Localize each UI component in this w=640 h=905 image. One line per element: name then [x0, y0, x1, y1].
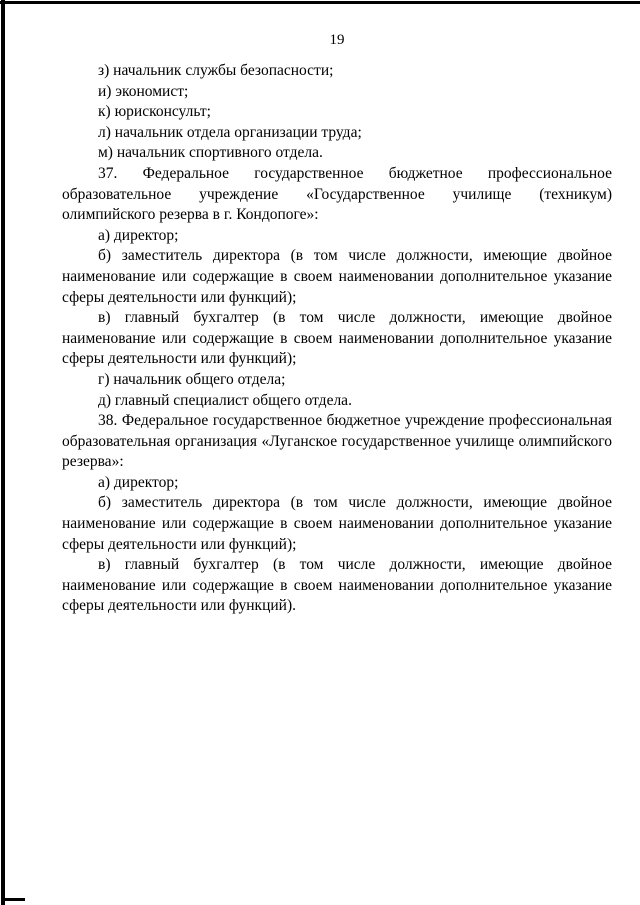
paragraph: к) юрисконсульт;: [98, 103, 211, 121]
paragraph: м) начальник спортивного отдела.: [98, 144, 323, 162]
paragraph: л) начальник отдела организации труда;: [98, 123, 362, 141]
paragraph: з) начальник службы безопасности;: [98, 62, 334, 79]
scan-border-top: [0, 1, 640, 4]
scan-border-bottom-stub: [1, 898, 25, 901]
paragraph: в) главный бухгалтер (в том числе должности, имеющие двойное наименование или содержащие в своем наименовании дополнительное указание сферы деятельности или функций).: [62, 556, 612, 615]
paragraph: 38. Федеральное государственное бюджетное учреждение профессиональная образовательная организация «Луганское государственное училище олимпийского резерва»:: [62, 412, 612, 471]
page-content: [62, 30, 612, 617]
paragraph: и) экономист;: [98, 82, 189, 100]
paragraph: 37. Федеральное государственное бюджетное профессиональное образовательное учреждение «Государственное училище (техникум) олимпийского резерва в г. Кондопоге»:: [62, 164, 612, 224]
paragraph: б) заместитель директора (в том числе должности, имеющие двойное наименование или содержащие в своем наименовании дополнительное указание сферы деятельности или функций);: [62, 494, 612, 553]
paragraph: а) директор;: [98, 226, 179, 244]
scan-border-left: [1, 0, 5, 905]
document-body: [62, 61, 612, 617]
paragraph: д) главный специалист общего отдела.: [98, 391, 352, 409]
paragraph: б) заместитель директора (в том числе должности, имеющие двойное наименование или содержащие в своем наименовании дополнительное указание сферы деятельности или функций);: [62, 247, 612, 306]
paragraph: в) главный бухгалтер (в том числе должности, имеющие двойное наименование или содержащие в своем наименовании дополнительное указание сферы деятельности или функций);: [62, 309, 612, 368]
paragraph: г) начальник общего отдела;: [98, 370, 286, 388]
paragraph: а) директор;: [98, 473, 179, 491]
page-number: 19: [329, 32, 345, 48]
